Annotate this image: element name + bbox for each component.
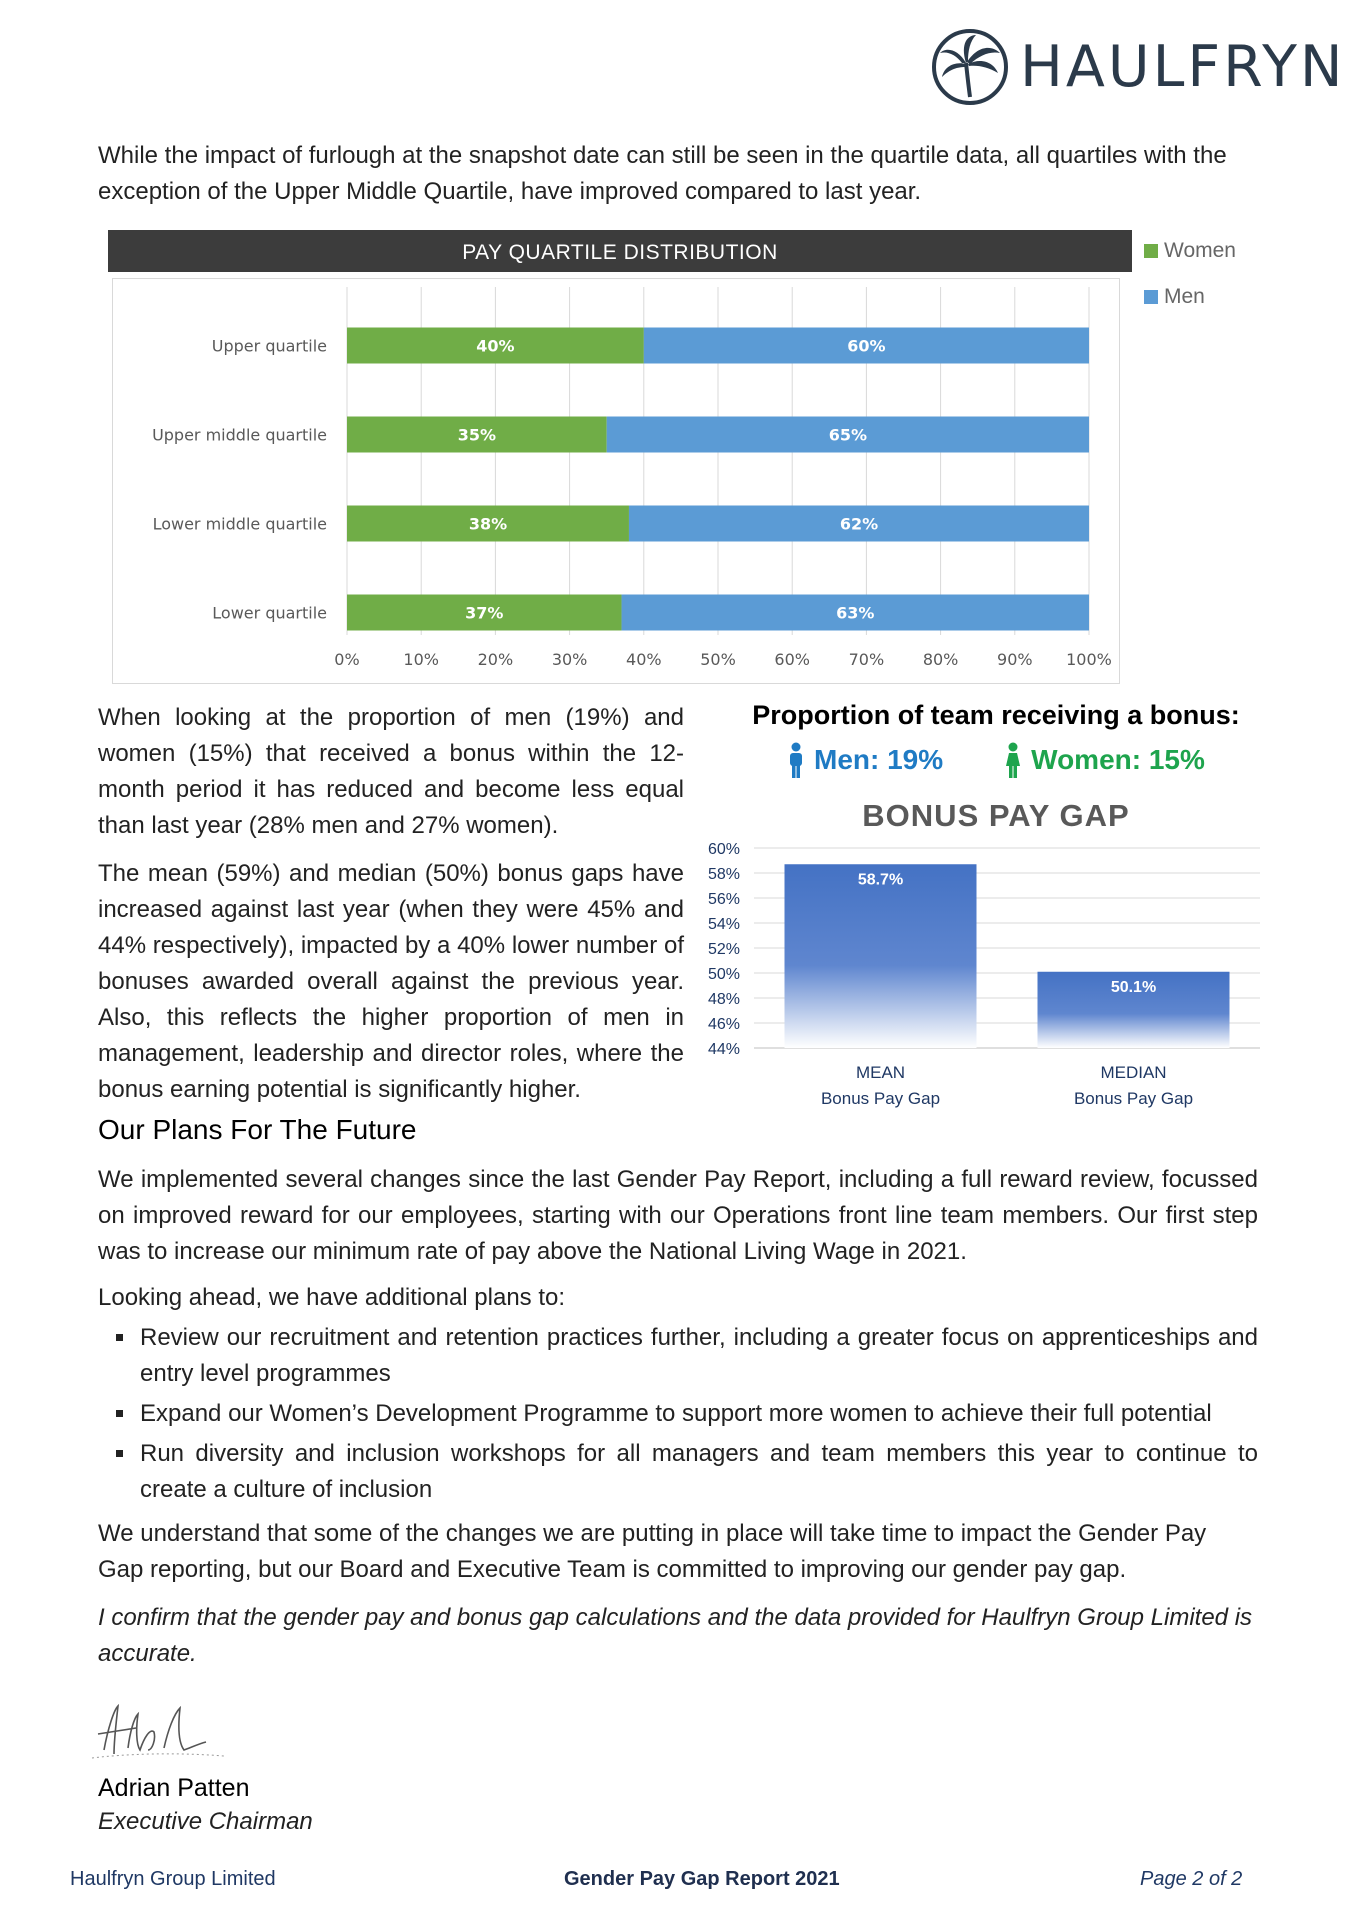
bar-value-label: 40% — [476, 336, 515, 356]
legend-label-men: Men — [1164, 285, 1205, 308]
y-tick-label: 54% — [707, 916, 740, 933]
signature-image — [84, 1688, 244, 1768]
quartile-chart-title: PAY QUARTILE DISTRIBUTION — [108, 230, 1132, 272]
x-tick-label: 90% — [997, 650, 1033, 669]
plans-heading: Our Plans For The Future — [98, 1114, 417, 1145]
category-label: Lower quartile — [212, 603, 327, 623]
category-label: MEAN — [855, 1063, 906, 1082]
y-tick-label: 58% — [707, 866, 740, 883]
x-tick-label: 0% — [334, 650, 360, 669]
male-person-icon — [788, 742, 804, 778]
company-logo — [930, 26, 1346, 108]
intro-paragraph: While the impact of furlough at the snapshot date can still be seen in the quartile data, all quartiles with the exception of the Upper Middle Quartile, have improved compared to last year. — [98, 142, 1227, 205]
bar-value-label: 38% — [468, 514, 508, 534]
x-tick-label: 70% — [848, 650, 885, 669]
plans-paragraph-2: Looking ahead, we have additional plans to: — [98, 1284, 566, 1311]
category-label: MEDIAN — [1100, 1063, 1167, 1082]
bar-value-label: 65% — [828, 425, 867, 445]
quartile-chart — [113, 279, 1119, 683]
bonus-gap-bar — [785, 864, 977, 1048]
closing-paragraph: We understand that some of the changes we are putting in place will take time to impact the Gender Pay Gap reporting, but our Board and Executive Team is committed to improving our gender pay gap. — [98, 1520, 1207, 1583]
y-tick-label: 50% — [707, 966, 740, 983]
bar-value-label: 50.1% — [1110, 978, 1157, 996]
plans-paragraph-1: We implemented several changes since the last Gender Pay Report, including a full reward review, focussed on improved reward for our employees, starting with our Operations front line team members. Our first step was to increase our minimum rate of pay above the National Living Wage in 2021. — [98, 1166, 1258, 1265]
bonus-gap-chart — [690, 836, 1270, 1116]
bonus-gap-chart-title: BONUS PAY GAP — [862, 798, 1130, 833]
plans-list-item: Expand our Women’s Development Programme to support more women to achieve their full potential — [112, 1396, 1258, 1432]
bonus-text-column — [98, 700, 684, 1120]
confirmation-statement: I confirm that the gender pay and bonus gap calculations and the data provided for Haulfryn Group Limited is accurate. — [98, 1604, 1253, 1667]
x-tick-label: 60% — [774, 650, 810, 669]
legend-swatch-women — [1144, 244, 1158, 258]
x-tick-label: 20% — [477, 650, 514, 669]
y-tick-label: 52% — [707, 941, 740, 958]
x-tick-label: 10% — [403, 650, 439, 669]
bonus-men-value: Men: 19% — [814, 744, 944, 775]
palm-tree-logo-icon — [930, 27, 1010, 107]
legend-item-men — [1144, 274, 1236, 320]
plans-list-item: Review our recruitment and retention practices further, including a greater focus on apprenticeships and entry level programmes — [112, 1320, 1258, 1392]
quartile-chart-frame — [112, 278, 1120, 684]
bar-value-label: 35% — [457, 425, 496, 445]
bar-value-label: 37% — [465, 603, 504, 623]
bar-value-label: 63% — [836, 603, 875, 623]
bonus-paragraph-2: The mean (59%) and median (50%) bonus gaps have increased against last year (when they were 45% and 44% respectively), impacted by a 40% lower number of bonuses awarded overall against the previous year. Also, this reflects the higher proportion of men in management, leadership and director roles, where the bonus earning potential is significantly higher. — [98, 860, 684, 1103]
bar-value-label: 58.7% — [857, 871, 904, 889]
x-tick-label: 80% — [922, 650, 959, 669]
y-tick-label: 60% — [707, 841, 740, 858]
plans-list-item: Run diversity and inclusion workshops for all managers and team members this year to continue to create a culture of inclusion — [112, 1436, 1258, 1508]
legend-item-women — [1144, 228, 1236, 274]
x-tick-label: 30% — [551, 650, 588, 669]
category-label: Lower middle quartile — [152, 514, 327, 534]
category-sublabel: Bonus Pay Gap — [820, 1089, 941, 1108]
y-tick-label: 48% — [707, 991, 740, 1008]
legend-swatch-men — [1144, 290, 1158, 304]
bonus-proportion-row — [788, 742, 1205, 778]
bar-value-label: 62% — [839, 514, 879, 534]
female-person-icon — [1005, 742, 1021, 778]
quartile-chart-legend — [1144, 228, 1236, 320]
y-tick-label: 46% — [707, 1016, 740, 1033]
footer-page-number: Page 2 of 2 — [1140, 1868, 1243, 1890]
logo-wordmark: HAULFRYN — [1020, 34, 1346, 100]
legend-label-women: Women — [1164, 239, 1236, 262]
x-tick-label: 40% — [626, 650, 662, 669]
bonus-paragraph-1: When looking at the proportion of men (19%) and women (15%) that received a bonus within the 12-month period it has reduced and become less equal than last year (28% men and 27% women). — [98, 704, 684, 839]
bar-value-label: 60% — [847, 336, 886, 356]
bonus-women-value: Women: 15% — [1031, 744, 1205, 775]
y-tick-label: 56% — [707, 891, 740, 908]
footer-report-title: Gender Pay Gap Report 2021 — [564, 1868, 840, 1890]
x-tick-label: 100% — [1066, 650, 1112, 669]
signatory-name: Adrian Patten — [98, 1774, 250, 1802]
category-label: Upper quartile — [211, 336, 327, 356]
footer-company: Haulfryn Group Limited — [70, 1868, 276, 1890]
category-label: Upper middle quartile — [152, 425, 327, 445]
bonus-proportion-title: Proportion of team receiving a bonus: — [752, 700, 1240, 730]
y-tick-label: 44% — [707, 1041, 740, 1058]
x-tick-label: 50% — [700, 650, 736, 669]
signatory-title: Executive Chairman — [98, 1808, 313, 1835]
plans-list — [112, 1320, 1258, 1512]
category-sublabel: Bonus Pay Gap — [1073, 1089, 1194, 1108]
